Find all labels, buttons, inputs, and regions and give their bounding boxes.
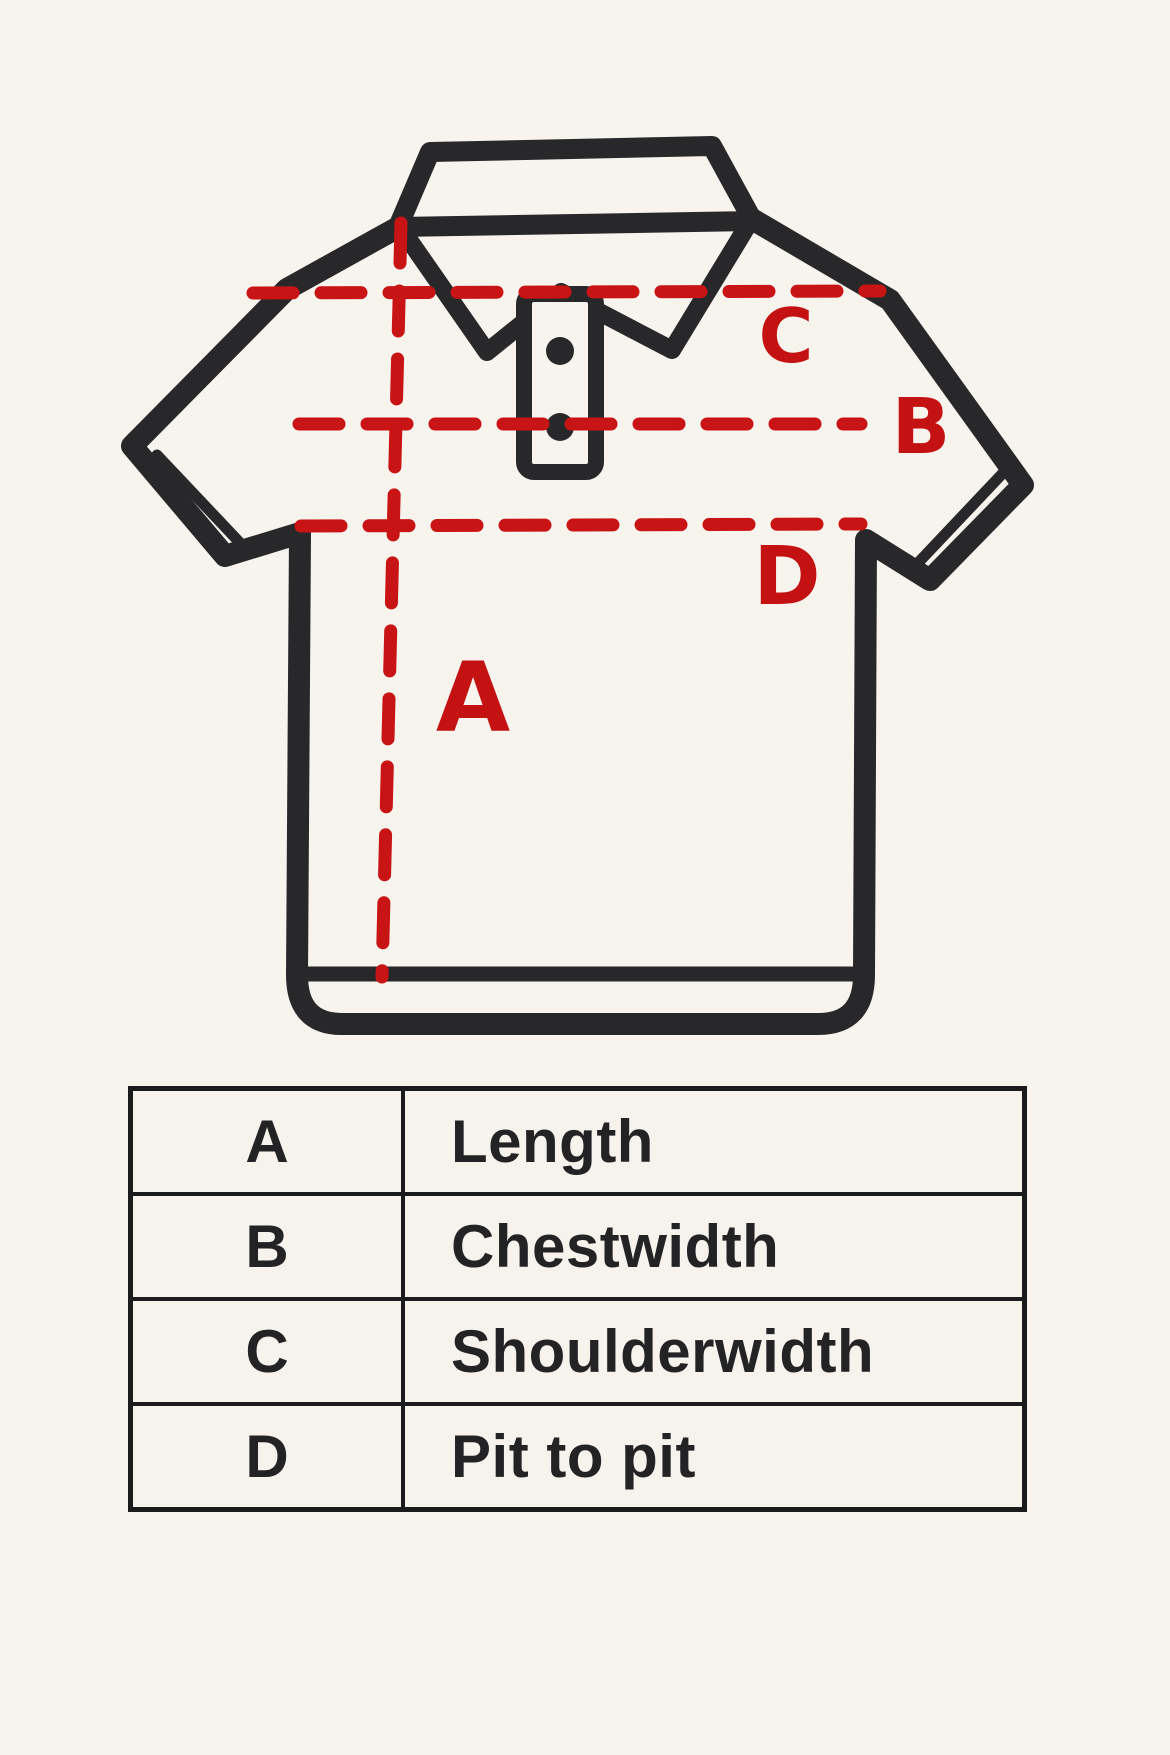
- label-cell: Pit to pit: [451, 1423, 696, 1490]
- annotation-b: B: [891, 383, 951, 472]
- letter-cell: C: [133, 1301, 405, 1402]
- button-top: [546, 337, 574, 365]
- pit-to-pit-line: [301, 524, 861, 526]
- measurement-table: [128, 1086, 1027, 1512]
- letter-cell: A: [133, 1091, 405, 1192]
- letter-cell: D: [133, 1406, 405, 1507]
- label-cell: Chestwidth: [451, 1213, 780, 1280]
- letter-cell: B: [133, 1196, 405, 1297]
- label-cell: Shoulderwidth: [451, 1318, 875, 1385]
- table-row: [133, 1301, 1022, 1406]
- placket: [524, 294, 596, 472]
- table-row: [133, 1091, 1022, 1196]
- table-row: [133, 1196, 1022, 1301]
- label-cell: Length: [451, 1108, 654, 1175]
- table-row: [133, 1406, 1022, 1507]
- annotation-c: C: [758, 292, 814, 380]
- annotation-d: D: [753, 530, 821, 624]
- annotation-a: A: [435, 642, 511, 754]
- collar-band: [398, 146, 753, 227]
